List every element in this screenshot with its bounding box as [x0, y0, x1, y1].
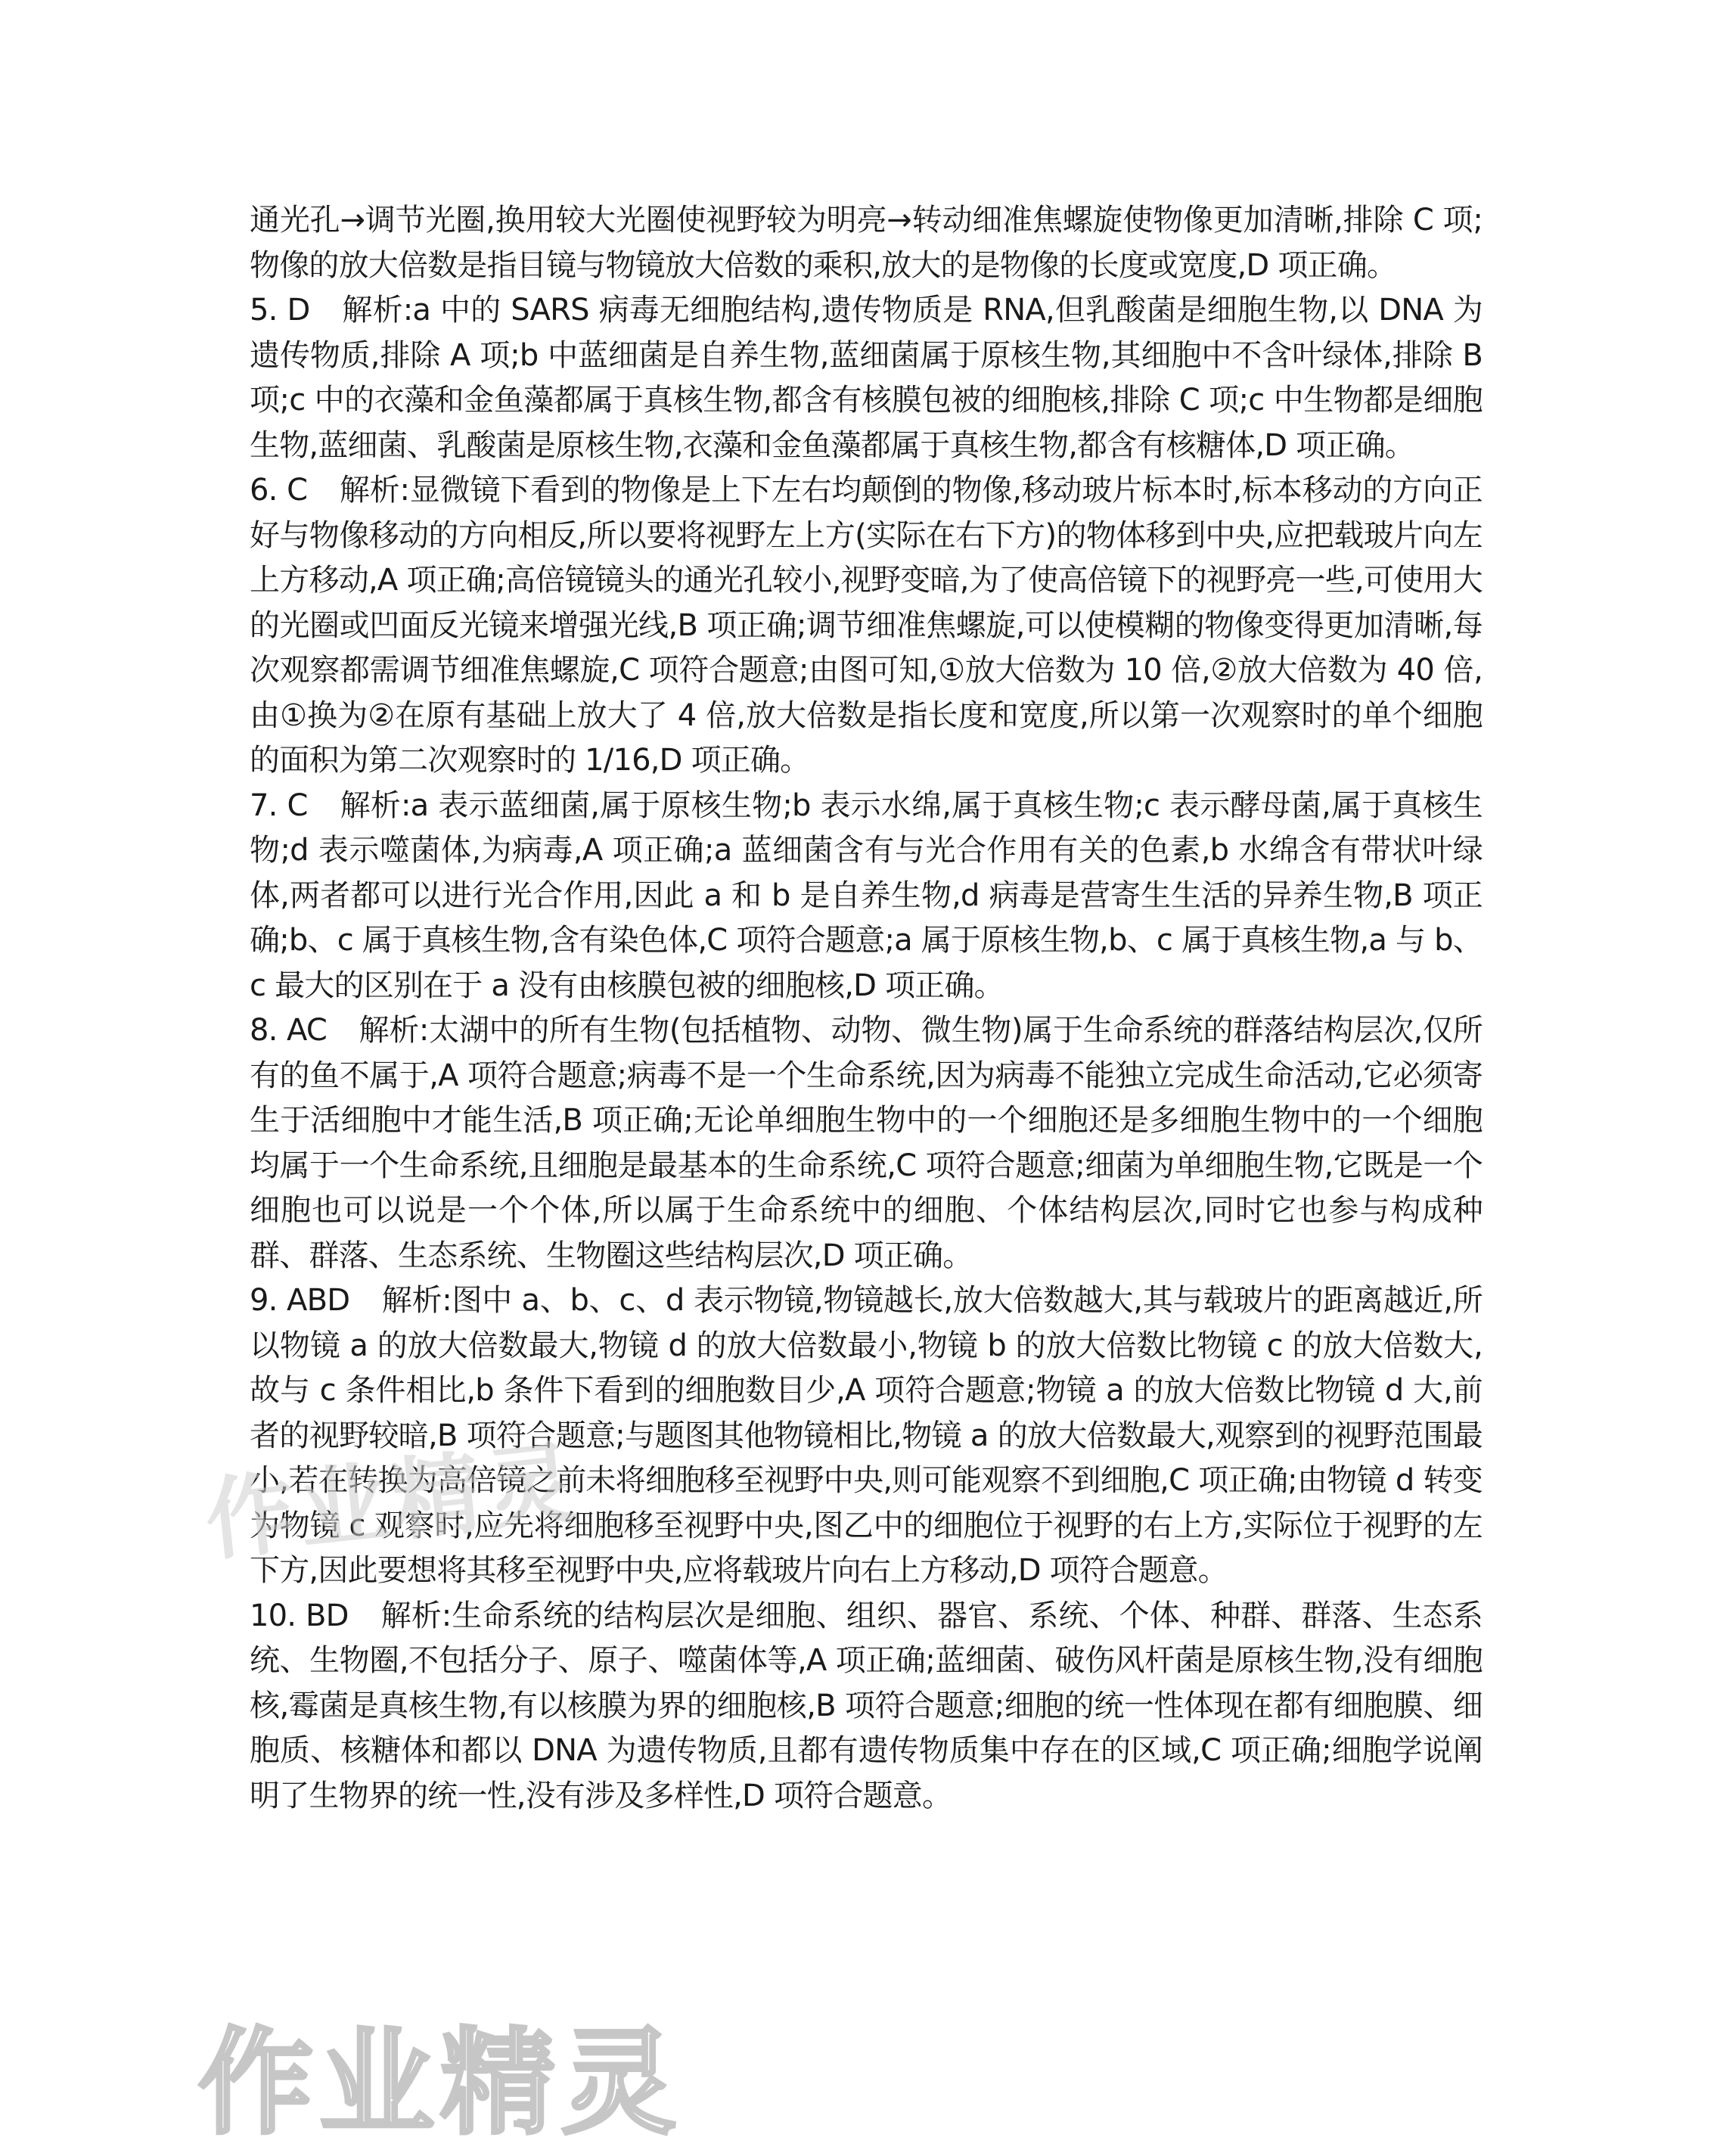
answer-explanation: 解析:太湖中的所有生物(包括植物、动物、微生物)属于生命系统的群落结构层次,仅所有的鱼不属于,A 项符合题意;病毒不是一个生命系统,因为病毒不能独立完成生命活动,它必须寄生于活细胞中才能生活,B 项正确;无论单细胞生物中的一个细胞还是多细胞生物中的一个细胞均属于一个生命系统,且细胞是最基本的生命系统,C 项符合题意;细菌为单细胞生物,它既是一个细胞也可以说是一个个体,所以属于生命系统中的细胞、个体结构层次,同时它也参与构成种群、群落、生态系统、生物圈这些结构层次,D 项正确。 — [250, 1013, 1483, 1273]
answer-item-10 — [250, 1594, 1483, 1819]
answer-explanation: 解析:a 中的 SARS 病毒无细胞结构,遗传物质是 RNA,但乳酸菌是细胞生物,以 DNA 为遗传物质,排除 A 项;b 中蓝细菌是自养生物,蓝细菌属于原核生物,其细胞中不含叶绿体,排除 B 项;c 中的衣藻和金鱼藻都属于真核生物,都含有核膜包被的细胞核,排除 C 项;c 中生物都是细胞生物,蓝细菌、乳酸菌是原核生物,衣藻和金鱼藻都属于真核生物,都含有核糖体,D 项正确。 — [250, 293, 1483, 463]
watermark-middle: 作业精灵 — [200, 1430, 585, 1574]
answer-label: 10. BD — [250, 1598, 349, 1633]
watermark-bottom: 作业精灵 — [198, 2016, 682, 2150]
answer-label: 5. D — [250, 293, 310, 328]
answer-label: 7. C — [250, 788, 308, 823]
intro-paragraph — [250, 198, 1483, 288]
answer-label: 8. AC — [250, 1013, 327, 1048]
answer-label: 6. C — [250, 473, 308, 508]
answer-item-7 — [250, 784, 1483, 1009]
answer-explanation: 解析:图中 a、b、c、d 表示物镜,物镜越长,放大倍数越大,其与载玻片的距离越近,所以物镜 a 的放大倍数最大,物镜 d 的放大倍数最小,物镜 b 的放大倍数比物镜 c 的放大倍数大,故与 c 条件相比,b 条件下看到的细胞数目少,A 项符合题意;物镜 a 的放大倍数比物镜 d 大,前者的视野较暗,B 项符合题意;与题图其他物镜相比,物镜 a 的放大倍数最大,观察到的视野范围最小,若在转换为高倍镜之前未将细胞移至视野中央,则可能观察不到细胞,C 项正确;由物镜 d 转变为物镜 c 观察时,应先将细胞移至视野中央,图乙中的细胞位于视野的右上方,实际位于视野的左下方,因此要想将其移至视野中央,应将载玻片向右上方移动,D 项符合题意。 — [250, 1283, 1483, 1588]
answer-explanation: 解析:生命系统的结构层次是细胞、组织、器官、系统、个体、种群、群落、生态系统、生物圈,不包括分子、原子、噬菌体等,A 项正确;蓝细菌、破伤风杆菌是原核生物,没有细胞核,霉菌是真核生物,有以核膜为界的细胞核,B 项符合题意;细胞的统一性体现在都有细胞膜、细胞质、核糖体和都以 DNA 为遗传物质,且都有遗传物质集中存在的区域,C 项正确;细胞学说阐明了生物界的统一性,没有涉及多样性,D 项符合题意。 — [250, 1598, 1483, 1813]
answer-item-5 — [250, 288, 1483, 468]
answer-item-9 — [250, 1278, 1483, 1594]
answer-explanation: 解析:a 表示蓝细菌,属于原核生物;b 表示水绵,属于真核生物;c 表示酵母菌,属于真核生物;d 表示噬菌体,为病毒,A 项正确;a 蓝细菌含有与光合作用有关的色素,b 水绵含有带状叶绿体,两者都可以进行光合作用,因此 a 和 b 是自养生物,d 病毒是营寄生生活的异养生物,B 项正确;b、c 属于真核生物,含有染色体,C 项符合题意;a 属于原核生物,b、c 属于真核生物,a 与 b、c 最大的区别在于 a 没有由核膜包被的细胞核,D 项正确。 — [250, 788, 1483, 1003]
answer-label: 9. ABD — [250, 1283, 350, 1318]
answer-item-6 — [250, 468, 1483, 784]
intro-text: 通光孔→调节光圈,换用较大光圈使视野较为明亮→转动细准焦螺旋使物像更加清晰,排除 C 项;物像的放大倍数是指目镜与物镜放大倍数的乘积,放大的是物像的长度或宽度,D 项正确。 — [250, 203, 1483, 283]
answer-item-8 — [250, 1008, 1483, 1278]
answer-page — [250, 198, 1483, 1819]
answer-explanation: 解析:显微镜下看到的物像是上下左右均颠倒的物像,移动玻片标本时,标本移动的方向正好与物像移动的方向相反,所以要将视野左上方(实际在右下方)的物体移到中央,应把载玻片向左上方移动,A 项正确;高倍镜镜头的通光孔较小,视野变暗,为了使高倍镜下的视野亮一些,可使用大的光圈或凹面反光镜来增强光线,B 项正确;调节细准焦螺旋,可以使模糊的物像变得更加清晰,每次观察都需调节细准焦螺旋,C 项符合题意;由图可知,①放大倍数为 10 倍,②放大倍数为 40 倍,由①换为②在原有基础上放大了 4 倍,放大倍数是指长度和宽度,所以第一次观察时的单个细胞的面积为第二次观察时的 1/16,D 项正确。 — [250, 473, 1483, 778]
